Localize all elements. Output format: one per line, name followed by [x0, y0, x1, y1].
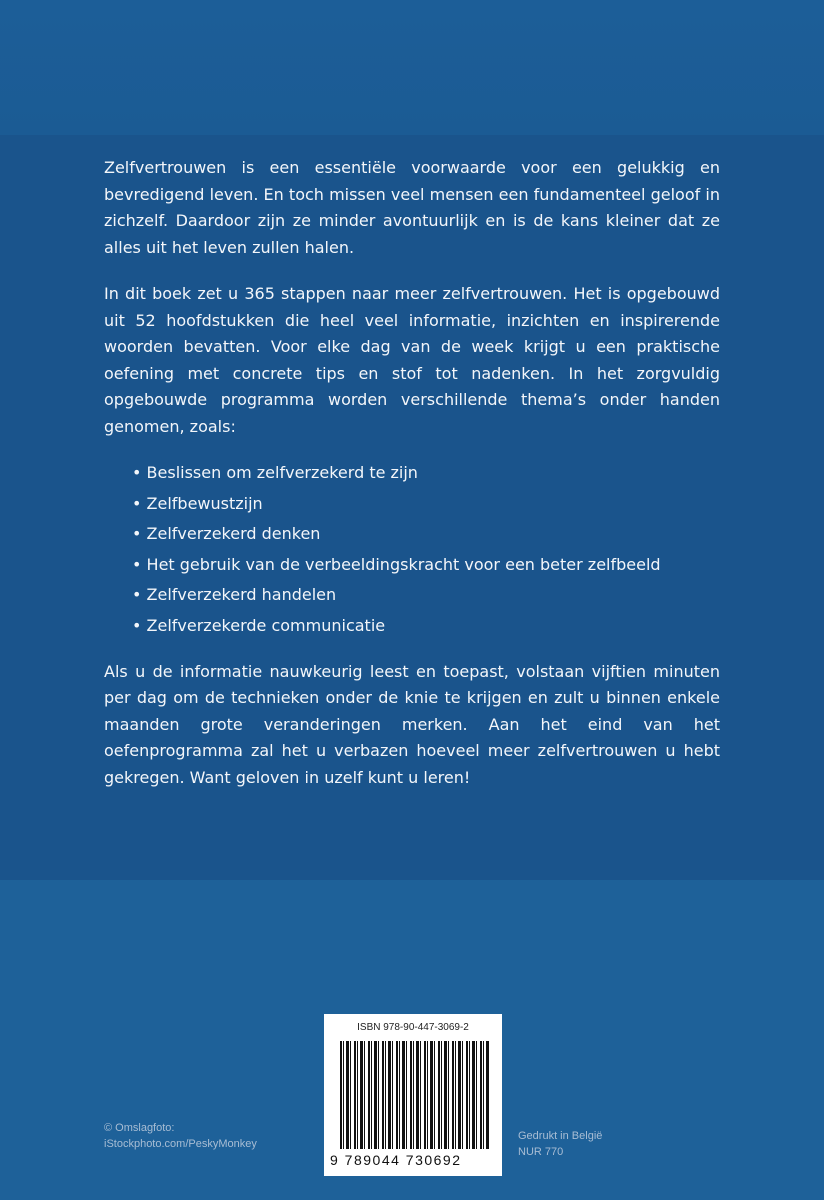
barcode-digits: 9 789044 730692 [330, 1152, 462, 1168]
closing-paragraph: Als u de informatie nauwkeurig leest en toepast, volstaan vijftien minuten per dag om de technieken onder de knie te krijgen en zult u binnen enkele maanden grote veranderingen merken. Aan het eind van het oefenprogramma zal het u verbazen hoeveel meer zelfvertrouwen u hebt gekregen. Want geloven in uzelf kunt u leren! [104, 661, 720, 787]
isbn-label: ISBN 978-90-447-3069-2 [357, 1022, 469, 1033]
theme-item: • Beslissen om zelfverzekerd te zijn [132, 460, 720, 486]
barcode-bars [340, 1041, 490, 1149]
cover-top-band [0, 0, 824, 135]
theme-item: • Het gebruik van de verbeeldingskracht voor een beter zelfbeeld [132, 552, 720, 578]
photo-credit-source: iStockphoto.com/PeskyMonkey [104, 1138, 257, 1150]
intro-paragraph: Zelfvertrouwen is een essentiële voorwaarde voor een gelukkig en bevredigend leven. En toch missen veel mensen een fundamenteel geloof in zichzelf. Daardoor zijn ze minder avontuurlijk en is de kans kleiner dat ze alles uit het leven zullen halen. [104, 158, 720, 257]
back-cover-text [104, 155, 720, 811]
theme-list [132, 460, 720, 639]
theme-item: • Zelfverzekerd denken [132, 521, 720, 547]
book-description-paragraph: In dit boek zet u 365 stappen naar meer zelfvertrouwen. Het is opgebouwd uit 52 hoofdstukken die heel veel informatie, inzichten en inspirerende woorden bevatten. Voor elke dag van de week krijgt u een praktische oefening met concrete tips en stof tot nadenken. In het zorgvuldig opgebouwde programma worden verschillende thema’s onder handen genomen, zoals: [104, 284, 720, 436]
theme-item: • Zelfverzekerd handelen [132, 582, 720, 608]
printed-in: Gedrukt in België [518, 1130, 603, 1142]
print-info [518, 1128, 602, 1160]
photo-credit [104, 1120, 257, 1152]
nur-code: NUR 770 [518, 1146, 564, 1158]
photo-credit-line: © Omslagfoto: [104, 1122, 175, 1134]
theme-item: • Zelfbewustzijn [132, 491, 720, 517]
isbn-barcode [324, 1014, 502, 1176]
theme-item: • Zelfverzekerde communicatie [132, 613, 720, 639]
